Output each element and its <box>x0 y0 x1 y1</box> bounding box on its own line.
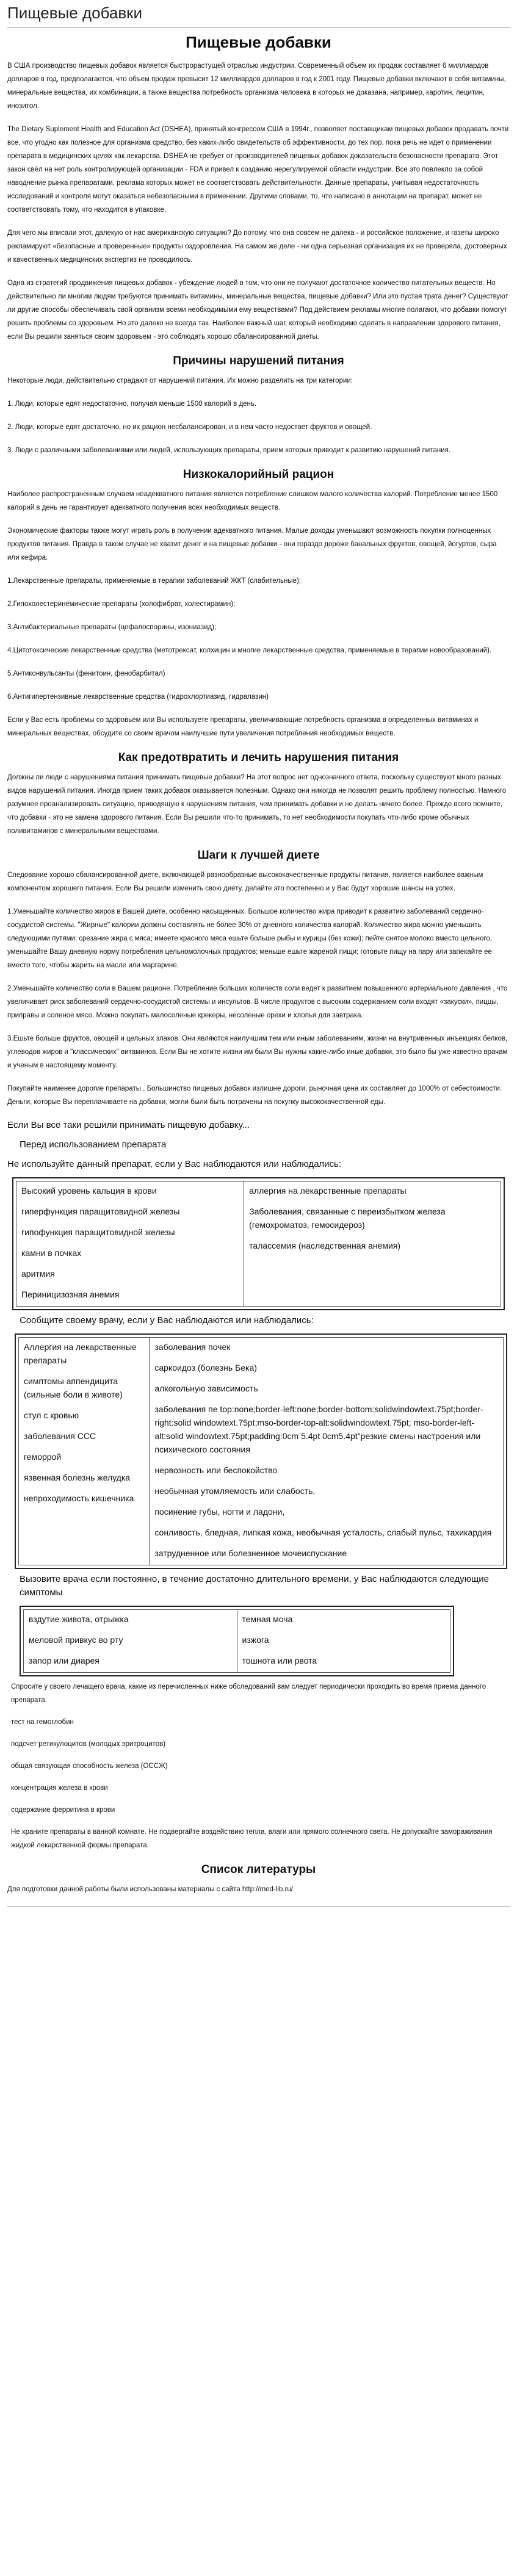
lowcal-closing: Если у Вас есть проблемы со здоровьем или Вы используете препараты, увеличивающие потребность организма в определенных витаминах и минеральных веществах, обсудите со своим врачом наилучшие пути увеличения потребления необходимых веществ. <box>7 716 479 737</box>
dont-use-line: Не используйте данный препарат, если у Вас наблюдаются или наблюдались: <box>7 1159 342 1169</box>
list-item: язвенная болезнь желудка <box>24 1473 131 1482</box>
steps-item-1: 1.Уменьшайте количество жиров в Вашей диете, особенно насыщенных. Большое количество жира приводит к развитию заболеваний сердечно-сосудистой системы. "Жирные" калории должны составлять не более 30% от дневного количества калорий. Количество жира можно уменьшить следующими путями: срезание жира с мяса; имеете красного мяса ешьте больше рыбы и курицы (без кожи); пейте снятое молоко вместо цельного, уменьшайте Вашу дневную норму потребления цельномолочных продуктов; меньше ешьте жареной пищи; готовьте пищу на пару или запекайте ее вместо того, чтобы жарить на масле или маргарине. <box>7 908 492 969</box>
contraindications-left <box>16 1182 244 1307</box>
steps-lead: Следование хорошо сбалансированной диете, включающей разнообразные высококачественные продукты питания, является наиболее важным компонентом хорошего питания. Если Вы решили изменить свою диету, делайте это постепенно и у Вас будут хорошие шансы на успех. <box>7 871 483 892</box>
list-item: камни в почках <box>21 1248 82 1258</box>
test-item-4: концентрация железа в крови <box>11 1784 108 1792</box>
causes-item-2: 2. Люди, которые едят достаточно, но их рацион несбалансирован, и в нем часто недостает фруктов и овощей. <box>7 424 372 431</box>
symptoms-left <box>24 1610 237 1673</box>
list-item: меловой привкус во рту <box>29 1635 123 1645</box>
intro-paragraph-1: В США производство пищевых добавок является быстрорастущей отраслью индустрии. Современный объем их продаж составляет 6 миллиардов долларов в год, предполагается, что объем продаж превысит 12 миллиардов долларов в год к 2001 году. Пищевые добавки включают в себя витамины, минеральные вещества, их комбинации, а также вещества потребность организма человека в которых не доказана, например, каротин, лецитин, инозитол. <box>7 62 506 110</box>
symptoms-right <box>237 1610 450 1673</box>
causes-item-3: 3. Люди с различными заболеваниями или людей, использующих препараты, прием которых приводит к развитию нарушений питания. <box>7 447 451 454</box>
steps-item-2: 2.Уменьшайте количество соли в Вашем рационе. Потребление больших количеств соли ведет к развитием повышенного артериального давления , что увеличивает риск заболеваний сердечно-сосудистой системы и инсультов. В числе продуктов с высоким содержанием соли входят «закуски», пиццы, приправы и соленое мясо. Можно покупать малосоленые крекеры, несоленые орехи и хлопья для завтрака. <box>7 985 508 1019</box>
list-item: вздутие живота, отрыжка <box>29 1614 129 1624</box>
lowcal-paragraph-1: Наиболее распространенным случаем неадекватного питания является потребление слишком малого количества калорий. Потребление менее 1500 калорий в день не гарантирует адекватного получения всех необходимых веществ. <box>7 491 498 511</box>
list-item: Периницизозная анемия <box>21 1290 120 1299</box>
intro-paragraph-3: Для чего мы вписали этот, далекую от нас американскую ситуацию? До потому, что она совсем не далека - и российское положение, и газеты широко рекламируют «безопасные и проверенные» продукты оздоровления. На самом же деле - ни одна серьезная организация их не проверяла, достоверных и качественных медицинских экспертиз не проводилось. <box>7 229 507 264</box>
intro-section <box>7 59 510 344</box>
list-item: Заболевания, связанные с переизбытком железа (гемохроматоз, гемосидероз) <box>249 1207 446 1230</box>
list-item: темная моча <box>242 1614 293 1624</box>
test-item-2: подсчет ретикулоцитов (молодых эритроцитов) <box>11 1741 166 1748</box>
causes-lead: Некоторые люди, действительно страдают от нарушений питания. Их можно разделить на три категории: <box>7 377 353 384</box>
list-item: заболевания почек <box>154 1342 231 1352</box>
symptoms-box <box>20 1606 454 1676</box>
lowcal-paragraph-2: Экономические факторы также могут играть роль в получении адекватного питания. Малые доходы уменьшают возможность покупки полноценных продуктов питания. Правда в таком случае не хватит денег и на пищевые добавки - они гораздо дороже банальных фруктов, овощей, йогуртов, сыра или кефира. <box>7 527 497 561</box>
tell-doctor-box <box>15 1333 507 1569</box>
intro-paragraph-2: The Dietary Suplement Health and Education Act (DSHEA), принятый конгрессом США в 1994г., позволяет поставщикам пищевых добавок продавать почти все, что угодно как полезное для организма средство, без каких-либо свидетельств об эффективности, до тех пор, пока речь не идет о применении препарата в медицинских целях как лекарства. DSHEA не требует от производителей пищевых добавок доказательств безопасности препарата. Этот закон свёл на нет роль контролирующей организации - FDA и привел к созданию нерегулируемой области индустрии. Все это повлекло за собой наводнение рынка препаратами, реклама которых может не соответствовать действительности. Данные препараты, учитывая недостаточность исследований и контроля могут оказаться небезопасными в применении. Другими словами, то, что написано в аннотации на препарат, может не соответствовать тому, что находится в упаковке. <box>7 126 509 214</box>
drug-item-2: 2.Гипохолестеринемические препараты (холофибрат, холестирамин); <box>7 601 236 608</box>
article-title: Пищевые добавки <box>186 33 331 51</box>
list-item: Высокий уровень кальция в крови <box>21 1186 157 1196</box>
prevent-heading: Как предотвратить и лечить нарушения питания <box>118 751 399 764</box>
causes-heading: Причины нарушений питания <box>173 355 344 367</box>
list-item: геморрой <box>24 1452 62 1462</box>
list-item: посинение губы, ногти и ладони, <box>154 1507 285 1517</box>
call-doctor-line: Вызовите врача если постоянно, в течение достаточно длительного времени, у Вас наблюдаются следующие симптомы <box>20 1574 490 1598</box>
list-item: саркоидоз (болезнь Бека) <box>154 1363 257 1373</box>
test-item-3: общая связующая способность железа (ОССЖ) <box>11 1762 168 1770</box>
tell-doctor-right <box>150 1338 504 1565</box>
list-item: заболевания ССС <box>24 1431 96 1441</box>
list-item: аллергия на лекарственные препараты <box>249 1186 407 1196</box>
refs-heading: Список литературы <box>201 1863 316 1876</box>
list-item: Аллергия на лекарственные препараты <box>24 1342 137 1365</box>
list-item: симптомы аппендицита (сильные боли в животе) <box>24 1376 123 1399</box>
prevent-text: Должны ли люди с нарушениями питания принимать пищевые добавки? На этот вопрос нет однозначного ответа, поскольку существуют много разных видов нарушений питания. Иногда прием таких добавок оказывается полезным. Однако они никогда не позволят решить проблему полностью. Намного разумнее проанализировать ситуацию, приводящую к нарушениям питания, чем принимать добавки и не делать ничего более. Прежде всего помните, что добавки - это не замена здорового питания. Если Вы решили что-то принимать, то нет необходимости покупать что-либо кроме обычных поливитаминов с минеральными веществами. <box>7 774 507 835</box>
list-item: гипофункция паращитовидной железы <box>21 1227 175 1237</box>
list-item: заболевания пе top:none;border-left:none;border-bottom:solidwindowtext.75pt;border-right:solid windowtext.75pt;mso-border-top-alt:solidwindowtext.75pt; mso-border-left-alt:solid windowtext.75pt;padding:0cm 5.4pt 0cm5.4pt"резкие смены настроения или психического состояния <box>154 1404 483 1454</box>
list-item: гиперфункция паращитовидной железы <box>21 1207 180 1216</box>
intro-paragraph-4: Одна из стратегий продвижения пищевых добавок - убеждение людей в том, что они не получают достаточное количество питательных веществ. Но действительно ли многим людям требуются принимать витамины, минеральные вещества, пищевые добавки? Или это пустая трата денег? Существуют ли другие способы обеспечивать свой организм всеми необходимыми ему веществами? Под действием рекламы многие полагают, что добавки помогут решить проблемы со здоровьем. Но это далеко не всегда так. Наиболее важный шаг, который необходимо сделать в направлении здорового питания, если Вы решили заняться своим здоровьем - это соблюдать хорошо сбалансированной диеты. <box>7 280 508 341</box>
list-item: сонливость, бледная, липкая кожа, необычная усталость, слабый пульс, тахикардия <box>154 1528 492 1537</box>
list-item: тошнота или рвота <box>242 1656 317 1665</box>
ask-doctor-text: Спросите у своего лечащего врача, какие из перечисленных ниже обследований вам следует периодически проходить во время приема данного препарата. <box>11 1683 486 1704</box>
list-item: стул с кровью <box>24 1410 79 1420</box>
refs-text: Для подготовки данной работы были использованы материалы с сайта http://med-lib.ru/ <box>7 1886 293 1893</box>
contraindications-right <box>244 1182 501 1307</box>
steps-heading: Шаги к лучшей диете <box>197 849 320 862</box>
before-line: Перед использованием препарата <box>20 1139 167 1150</box>
list-item: необычная утомляемость или слабость, <box>154 1486 316 1496</box>
drug-item-4: 4.Цитотоксические лекарственные средства (метотрексат, колхицин и многие лекарственные средства, применяемые в терапии новообразований). <box>7 647 492 654</box>
contraindications-box <box>12 1177 505 1310</box>
list-item: аритмия <box>21 1269 55 1279</box>
drug-item-3: 3.Антибактериальные препараты (цефалоспорины, изониазид); <box>7 624 217 631</box>
tell-doctor-table <box>18 1337 504 1565</box>
lowcal-heading: Низкокалорийный рацион <box>183 468 334 481</box>
test-item-1: тест на гемоглобин <box>11 1719 74 1726</box>
contraindications-table <box>16 1181 501 1307</box>
divider <box>7 1906 510 1907</box>
list-item: затрудненное или болезненное мочеиспускание <box>154 1548 347 1558</box>
tests-section <box>7 1680 510 1852</box>
symptoms-table <box>23 1609 450 1673</box>
tell-doctor-line: Сообщите своему врачу, если у Вас наблюдаются или наблюдались: <box>20 1315 314 1326</box>
list-item: непроходимость кишечника <box>24 1493 134 1503</box>
list-item: алкогольную зависимость <box>154 1384 258 1393</box>
causes-item-1: 1. Люди, которые едят недостаточно, получая меньше 1500 калорий в день. <box>7 400 257 408</box>
list-item: запор или диарея <box>29 1656 99 1665</box>
storage-text: Не храните препараты в ванной комнате. Не подвергайте воздействию тепла, влаги или прямого солнечного света. Не допускайте замораживания жидкой лекарственной формы препарата. <box>11 1828 493 1849</box>
list-item: нервозность или беспокойство <box>154 1465 278 1475</box>
tell-doctor-left <box>19 1338 150 1565</box>
list-item: изжога <box>242 1635 269 1645</box>
page <box>7 0 510 1907</box>
drug-item-5: 5.Антиконвульсанты (фенитоин, фенобарбитал) <box>7 670 165 677</box>
list-item: талассемия (наследственная анемия) <box>249 1241 401 1250</box>
steps-item-4: Покупайте наименее дорогие препараты . Большинство пищевых добавок излишне дороги, рыночная цена их составляет до 1000% от себестоимости. Деньги, которые Вы переплачиваете на добавки, могли были быть потрачены на покупку высококачественной еды. <box>7 1085 502 1106</box>
drug-item-1: 1.Лекарственные препараты, применяемые в терапии заболеваний ЖКТ (слабительные); <box>7 577 302 585</box>
page-header-title: Пищевые добавки <box>7 0 510 28</box>
test-item-5: содержание ферритина в крови <box>11 1806 115 1814</box>
steps-item-3: 3.Ешьте больше фруктов, овощей и цельных злаков. Они являются наилучшим тем или иным заболеваниям, жизни на внутривенных инъекциях белков, углеводов жиров и "классических" витаминов. Если Вы не хотите жизни им были Вы нужны какие-либо иные добавки, это было бы уже известно врачам и ученым в настоящему моменту. <box>7 1035 508 1069</box>
drug-item-6: 6.Антигипертензивные лекарственные средства (гидрохлортиазид, гидралазин) <box>7 693 269 701</box>
decided-line: Если Вы все таки решили принимать пищевую добавку... <box>7 1120 250 1130</box>
